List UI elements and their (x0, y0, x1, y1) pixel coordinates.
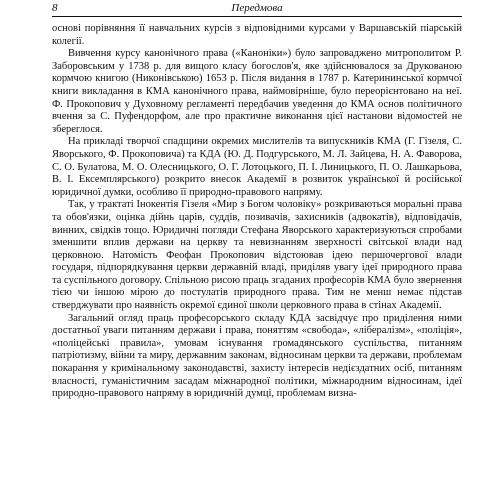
document-page (52, 0, 462, 401)
running-title: Передмова (231, 2, 283, 14)
running-header (52, 2, 462, 17)
page-number: 8 (52, 2, 58, 14)
paragraph-canon-law: Вивчення курсу канонічного права («Каноніки») було запроваджено митрополитом Р. Заборовським у 1738 р. для вищого класу богослов'я, яке здійснювалося за Друкованою кормчою книгою (Никонівською) 1653 р. Після видання в 1787 р. Катерининської кормчої книги викладання в КМА канонічного права, наймовірніше, було переорієнтовано на неї. Ф. Прокопович у Духовному регламенті передбачив уведення до КМА основ політичного вчення за С. Пуфендорфом, але про практичне виконання цієї настанови відомостей не збереглося. (52, 48, 462, 135)
paragraph-kda-overview: Загальний огляд праць професорського складу КДА засвідчує про приділення ними достатньої уваги питанням держави і права, поняттям «свобода», «лібералізм», «поліція», «поліцейські правила», умовам існування громадянського суспільства, питанням патріотизму, війни та миру, державним законам, відносинам церкви та держави, проблемам покарання у кримінальному законодавстві, захисту інтересів недієздатних осіб, питанням власності, гуманістичним засадам міжнародної політики, міжнародним відносинам, ідеї природно-правового напряму в юридичній думці, проблемам визна- (52, 312, 462, 400)
paragraph-thinkers: На прикладі творчої спадщини окремих мислителів та випускників КМА (Г. Гізеля, С. Яворського, Ф. Прокоповича) та КДА (Ю. Д. Подгурського, М. Л. Зайцева, Н. А. Фаворова, С. О. Булатова, М. О. Олесницького, О. Г. Лотоцького, П. І. Линицького, П. О. Лашкарьова, В. І. Ексемплярського) розкрито внесок Академії в розвиток української й російської юридичної думки, особливо її природно-правового напряму. (52, 136, 462, 198)
paragraph-gizel-treatise: Так, у трактаті Інокентія Гізеля «Мир з Богом чоловіку» розкриваються моральні права та обов'язки, оцінка дійнь царів, суддів, позивачів, захисників (адвокатів), відповідачів, винних, свідків тощо. Юридичні погляди Стефана Яворського характеризуються спробами зменшити вплив держави на церкву та невизнанням зверхності світської влади над церковною. Натомість Феофан Прокопович відстоював ідею першочергової влади государя, підпорядкування церкви державній владі, приділяв увагу ідеї природного права та суспільного договору. Спільною рисою праць згаданих професорів КМА було звернення тією чи іншою мірою до постулатів природного права. Тим не менш немає підстав стверджувати про наявність окремої єдиної школи церковного права в стінах Академії. (52, 199, 462, 312)
paragraph-continuation: основі порівняння її навчальних курсів з відповідними курсами у Варшавській піарській колегії. (52, 23, 462, 47)
document-body (52, 23, 462, 401)
